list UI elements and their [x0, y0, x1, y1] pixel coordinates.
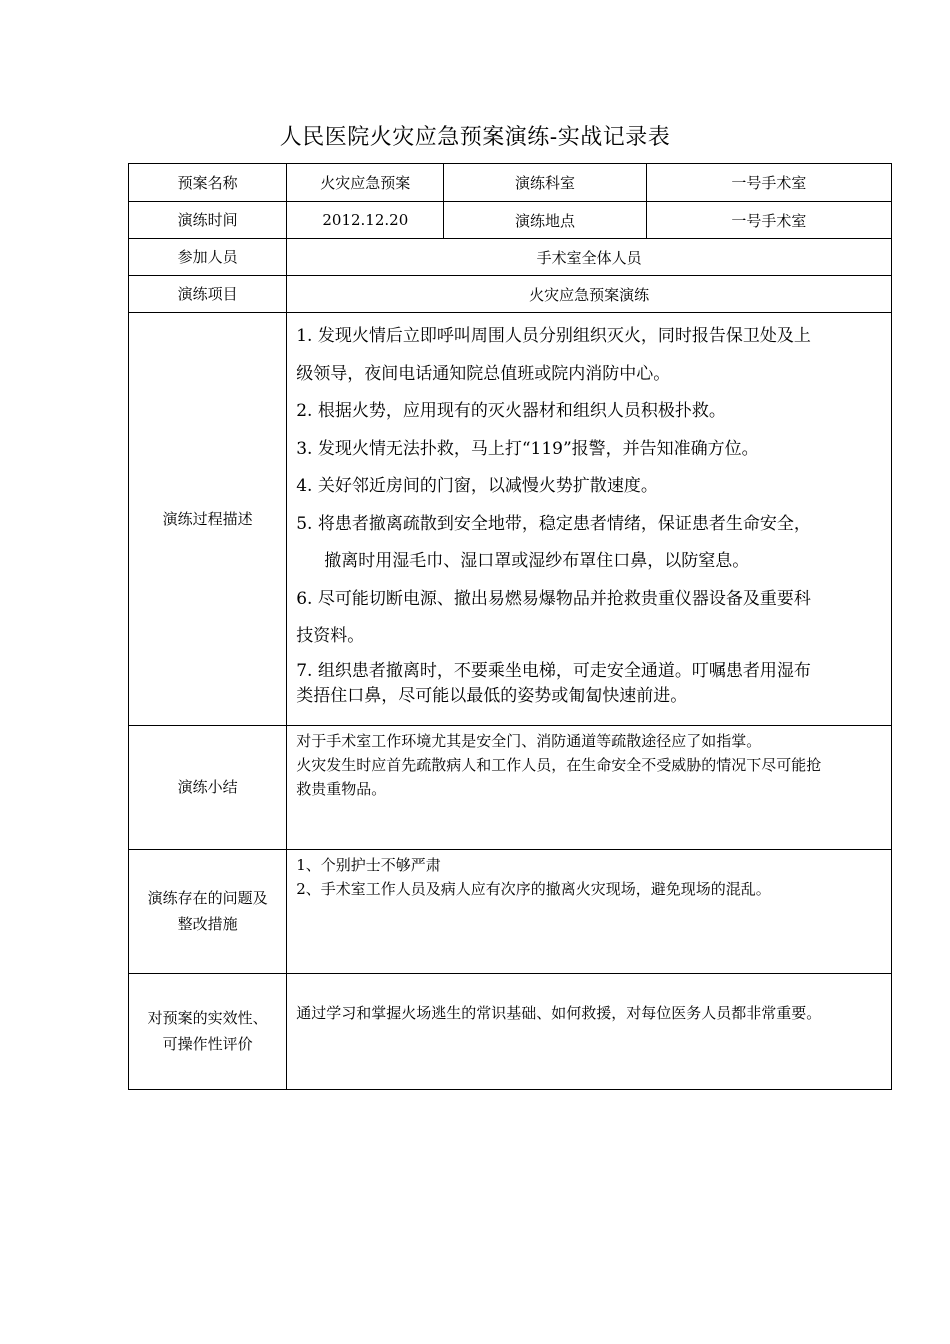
participants-label: 参加人员 [129, 239, 287, 276]
eval-label-line: 对预案的实效性、 [147, 1009, 268, 1027]
table-row [129, 973, 892, 1089]
process-line: 3. 发现火情无法扑救，马上打“119”报警，并告知准确方位。 [296, 438, 759, 459]
process-line: 7. 组织患者撤离时，不要乘坐电梯，可走安全通道。叮嘱患者用湿布 [296, 660, 811, 681]
table-row [129, 164, 892, 202]
place-label: 演练地点 [444, 202, 646, 239]
dept-label: 演练科室 [444, 164, 646, 202]
summary-text [287, 725, 892, 849]
time-value: 2012.12.20 [287, 202, 444, 239]
process-label: 演练过程描述 [129, 313, 287, 726]
eval-text [287, 973, 892, 1089]
table-row [129, 725, 892, 849]
process-line: 5. 将患者撤离疏散到安全地带，稳定患者情绪，保证患者生命安全， [296, 513, 811, 534]
table-row [129, 202, 892, 239]
process-line: 4. 关好邻近房间的门窗，以减慢火势扩散速度。 [296, 476, 658, 496]
process-line: 1. 发现火情后立即呼叫周围人员分别组织灭火，同时报告保卫处及上 [296, 326, 811, 346]
page-title: 人民医院火灾应急预案演练-实战记录表 [279, 125, 671, 150]
eval-line: 通过学习和掌握火场逃生的常识基础、如何救援，对每位医务人员都非常重要。 [296, 1004, 822, 1022]
process-line: 技资料。 [296, 626, 365, 646]
issues-text [287, 849, 892, 973]
eval-label [129, 973, 287, 1089]
summary-label: 演练小结 [129, 725, 287, 849]
table-row [129, 239, 892, 276]
drill-record-table [128, 163, 892, 1090]
issues-line: 1、个别护士不够严肃 [296, 855, 441, 874]
issues-label-line: 演练存在的问题及 [147, 889, 268, 907]
process-line: 级领导，夜间电话通知院总值班或院内消防中心。 [296, 363, 671, 384]
issues-label [129, 849, 287, 973]
time-label: 演练时间 [129, 202, 287, 239]
project-value: 火灾应急预案演练 [287, 276, 892, 313]
participants-value: 手术室全体人员 [287, 239, 892, 276]
plan-name-label: 预案名称 [129, 164, 287, 202]
process-description [287, 313, 892, 726]
summary-line: 火灾发生时应首先疏散病人和工作人员，在生命安全不受威胁的情况下尽可能抢 [296, 755, 822, 774]
summary-line: 救贵重物品。 [296, 779, 387, 798]
project-label: 演练项目 [129, 276, 287, 313]
table-row [129, 849, 892, 973]
eval-label-line: 可操作性评价 [162, 1035, 253, 1053]
plan-name-value: 火灾应急预案 [287, 164, 444, 202]
process-line: 6. 尽可能切断电源、撤出易燃易爆物品并抢救贵重仪器设备及重要科 [296, 588, 811, 609]
dept-value: 一号手术室 [646, 164, 891, 202]
issues-line: 2、手术室工作人员及病人应有次序的撤离火灾现场，避免现场的混乱。 [296, 879, 771, 898]
summary-line: 对于手术室工作环境尤其是安全门、消防通道等疏散途径应了如指掌。 [296, 731, 762, 750]
place-value: 一号手术室 [646, 202, 891, 239]
process-line: 撤离时用湿毛巾、湿口罩或湿纱布罩住口鼻，以防窒息。 [324, 551, 750, 571]
process-line: 类捂住口鼻，尽可能以最低的姿势或匍匐快速前进。 [296, 685, 688, 706]
process-line: 2. 根据火势，应用现有的灭火器材和组织人员积极扑救。 [296, 401, 726, 421]
table-row [129, 313, 892, 726]
issues-label-line: 整改措施 [177, 915, 238, 933]
table-row [129, 276, 892, 313]
